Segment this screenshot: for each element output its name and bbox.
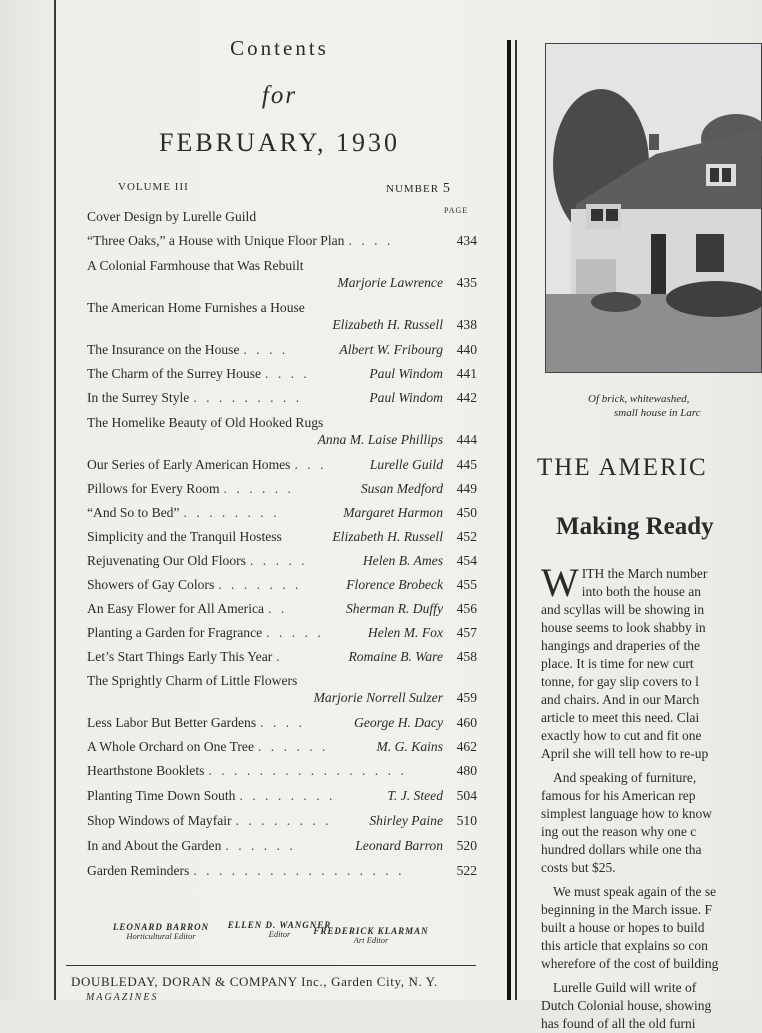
entry-page: 455	[456, 577, 477, 592]
number-value: 5	[442, 181, 451, 196]
contents-entry	[87, 504, 477, 521]
entry-title: Showers of Gay Colors	[87, 577, 215, 592]
article-line	[541, 709, 761, 727]
article-line	[541, 637, 761, 655]
contents-entry	[87, 738, 477, 755]
volume-label: VOLUME III	[118, 181, 189, 193]
for-heading: for	[261, 82, 298, 109]
entry-author: Leonard Barron	[355, 838, 443, 853]
article-line	[541, 841, 761, 859]
entry-author: Romaine B. Ware	[348, 649, 443, 664]
article-line	[541, 955, 761, 973]
entry-author: Helen M. Fox	[367, 625, 443, 640]
entry-title: Pillows for Every Room	[87, 481, 220, 496]
article-line-text: famous for his American rep	[541, 788, 696, 803]
article-line-text: ITH the March number	[581, 566, 708, 581]
article-line-text: this article that explains so con	[541, 938, 708, 953]
entry-author: Marjorie Norrell Sulzer	[313, 690, 443, 705]
entry-page: 457	[456, 625, 477, 640]
entry-author: M. G. Kains	[376, 739, 443, 754]
entry-page: 440	[456, 342, 477, 357]
contents-entry	[87, 480, 477, 497]
article-line	[541, 619, 761, 637]
entry-title: Our Series of Early American Homes	[87, 457, 291, 472]
article-line	[541, 805, 761, 823]
article-line	[541, 727, 761, 745]
drop-cap: W	[541, 560, 579, 605]
article-line-text: hundred dollars while one tha	[541, 842, 702, 857]
article-body	[541, 560, 761, 1031]
house-illustration	[546, 44, 761, 372]
entry-author: Elizabeth H. Russell	[332, 529, 443, 544]
article-line-text: built a house or hopes to build	[541, 920, 705, 935]
entry-leader-dots: . . . . . . . . . . . . . . . .	[208, 763, 407, 778]
contents-entry	[87, 600, 477, 617]
article-line-text: hangings and draperies of the	[541, 638, 700, 653]
entry-page: 520	[456, 838, 477, 853]
article-line	[541, 745, 761, 763]
entry-title: In and About the Garden	[87, 838, 222, 853]
entry-author: Sherman R. Duffy	[345, 601, 443, 616]
article-line-text: house seems to look shabby in	[541, 620, 706, 635]
entry-leader-dots: . . .	[294, 457, 327, 472]
article-line-text: And speaking of furniture,	[553, 770, 697, 785]
entry-page: 510	[456, 813, 477, 828]
entry-leader-dots: . . . .	[265, 366, 310, 381]
entry-title: Hearthstone Booklets	[87, 763, 205, 778]
entry-title: The Insurance on the House	[87, 342, 240, 357]
entry-title: Cover Design by Lurelle Guild	[87, 209, 257, 224]
contents-entry	[87, 456, 477, 473]
entry-page: 450	[456, 505, 477, 520]
article-line-text: Dutch Colonial house, showing	[541, 998, 712, 1013]
contents-entry	[87, 299, 477, 333]
contents-entry	[87, 552, 477, 569]
entry-leader-dots: . . . . .	[266, 625, 324, 640]
entry-leader-dots: . . . . . . . . .	[193, 390, 303, 405]
article-line	[541, 1015, 761, 1033]
entry-leader-dots: . . . . . . .	[218, 577, 302, 592]
contents-entry	[87, 812, 477, 829]
contents-entry	[87, 208, 477, 225]
entry-page: 438	[456, 317, 477, 332]
entry-page: 456	[456, 601, 477, 616]
entry-page: 435	[456, 275, 477, 290]
entry-page: 449	[456, 481, 477, 496]
entry-leader-dots: . . . . . . . .	[183, 505, 280, 520]
article-line-text: tonne, for gay slip covers to l	[541, 674, 699, 689]
entry-page: 454	[456, 553, 477, 568]
entry-title: Simplicity and the Tranquil Hostess	[87, 529, 282, 544]
article-line	[541, 601, 761, 619]
contents-entry	[87, 837, 477, 854]
article-line	[541, 673, 761, 691]
entry-leader-dots: . . . . . . . .	[235, 813, 332, 828]
entry-leader-dots: .	[276, 649, 283, 664]
publisher-line-2: MAGAZINES	[86, 992, 159, 1003]
article-line	[541, 787, 761, 805]
entry-title: A Whole Orchard on One Tree	[87, 739, 254, 754]
entry-title: Less Labor But Better Gardens	[87, 715, 257, 730]
contents-entry	[87, 624, 477, 641]
entry-title: The Sprightly Charm of Little Flowers	[87, 673, 298, 688]
entry-leader-dots: . . . . .	[249, 553, 308, 568]
article-line	[541, 769, 761, 787]
contents-entry	[87, 714, 477, 731]
article-line	[541, 979, 761, 997]
entry-author: T. J. Steed	[387, 788, 443, 803]
art-editor-name: FREDERICK KLARMAN	[313, 926, 429, 936]
entry-leader-dots: . . . . . . . .	[239, 788, 336, 803]
contents-entry	[87, 365, 477, 382]
entry-author: Shirley Paine	[369, 813, 443, 828]
entry-leader-dots: . . . . . .	[258, 739, 329, 754]
contents-entry	[87, 672, 477, 706]
entry-leader-dots: . . . . . . . . . . . . . . . . .	[193, 863, 405, 878]
entry-title: An Easy Flower for All America	[87, 601, 265, 616]
article-line-text: exactly how to cut and fit one	[541, 728, 702, 743]
publisher-rule	[66, 965, 476, 966]
contents-entry	[87, 232, 477, 249]
contents-heading: Contents	[230, 36, 329, 60]
entry-author: Lurelle Guild	[369, 457, 443, 472]
entry-author: Anna M. Laise Phillips	[317, 432, 443, 447]
entry-page: 504	[456, 788, 477, 803]
entry-title: The Charm of the Surrey House	[87, 366, 262, 381]
article-line-text: into both the house an	[581, 584, 701, 599]
entry-title: The American Home Furnishes a House	[87, 300, 305, 315]
article-line	[541, 997, 761, 1015]
art-editor-credit	[296, 926, 446, 945]
article-line-text: has found of all the old furni	[541, 1016, 696, 1031]
entry-author: George H. Dacy	[354, 715, 443, 730]
entry-title: A Colonial Farmhouse that Was Rebuilt	[87, 258, 304, 273]
horticultural-editor-credit	[96, 922, 226, 941]
contents-entry	[87, 528, 477, 545]
entry-leader-dots: . . . .	[243, 342, 289, 357]
entry-title: Shop Windows of Mayfair	[87, 813, 232, 828]
entry-author: Helen B. Ames	[362, 553, 443, 568]
entry-title: “Three Oaks,” a House with Unique Floor Plan	[87, 233, 345, 248]
hort-editor-role: Horticultural Editor	[126, 931, 196, 941]
article-line-text: place. It is time for new curt	[541, 656, 694, 671]
entry-leader-dots: . .	[268, 601, 288, 616]
article-line-text: and chairs. And in our March	[541, 692, 700, 707]
entry-title: “And So to Bed”	[87, 505, 180, 520]
entry-page: 459	[456, 690, 477, 705]
caption-line-1: Of brick, whitewashed,	[588, 393, 690, 405]
article-title: Making Ready	[556, 513, 714, 540]
caption-line-2: small house in Larc	[614, 407, 701, 419]
entry-page: 522	[456, 863, 477, 878]
entry-page: 458	[456, 649, 477, 664]
article-line-text: simplest language how to know	[541, 806, 712, 821]
photo-caption	[588, 392, 758, 420]
article-line-text: beginning in the March issue. F	[541, 902, 712, 917]
number-label: NUMBER 5	[386, 181, 451, 196]
column-divider	[507, 40, 511, 1000]
contents-entry	[87, 787, 477, 804]
entry-author: Florence Brobeck	[346, 577, 443, 592]
article-line-text: article to meet this need. Clai	[541, 710, 700, 725]
entry-page: 434	[456, 233, 477, 248]
entry-leader-dots: . . . . . .	[223, 481, 294, 496]
contents-entry	[87, 576, 477, 593]
entry-page: 460	[456, 715, 477, 730]
entry-leader-dots: . . . . . .	[225, 838, 296, 853]
article-line	[541, 859, 761, 877]
article-line-text: We must speak again of the se	[553, 884, 717, 899]
article-line-text: April she will tell how to re-up	[541, 746, 709, 761]
entry-title: The Homelike Beauty of Old Hooked Rugs	[87, 415, 324, 430]
article-line-text: ing out the reason why one c	[541, 824, 697, 839]
entry-author: Marjorie Lawrence	[337, 275, 443, 290]
entry-author: Elizabeth H. Russell	[332, 317, 443, 332]
article-line	[541, 823, 761, 841]
entry-title: Planting Time Down South	[87, 788, 236, 803]
article-line	[541, 691, 761, 709]
contents-entry	[87, 862, 477, 879]
contents-entry	[87, 341, 477, 358]
contents-entry	[87, 389, 477, 406]
entry-author: Paul Windom	[369, 366, 443, 381]
entry-page: 445	[456, 457, 477, 472]
contents-column	[54, 0, 503, 1003]
article-line-text: wherefore of the cost of building	[541, 956, 719, 971]
article-line-text: and scyllas will be showing in	[541, 602, 705, 617]
entry-page: 442	[456, 390, 477, 405]
entry-leader-dots: . . . .	[260, 715, 305, 730]
editor-name: ELLEN D. WANGNER	[227, 920, 332, 930]
publisher-line: DOUBLEDAY, DORAN & COMPANY Inc., Garden City, N. Y.	[71, 974, 438, 989]
article-line	[541, 901, 761, 919]
entry-page: 452	[456, 529, 477, 544]
entry-title: Garden Reminders	[87, 863, 190, 878]
entry-page: 480	[456, 763, 477, 778]
article-line	[541, 883, 761, 901]
article-line	[541, 655, 761, 673]
contents-entry	[87, 648, 477, 665]
art-editor-role: Art Editor	[353, 935, 389, 945]
entry-page: 462	[456, 739, 477, 754]
entry-author: Susan Medford	[360, 481, 443, 496]
article-line	[541, 937, 761, 955]
contents-list	[87, 208, 477, 879]
entry-title: Planting a Garden for Fragrance	[87, 625, 263, 640]
issue-date: FEBRUARY, 1930	[159, 128, 400, 157]
article-line	[541, 919, 761, 937]
entry-title: Let’s Start Things Early This Year	[87, 649, 273, 664]
article-masthead: THE AMERIC	[537, 454, 708, 481]
contents-entry	[87, 414, 477, 448]
hort-editor-name: LEONARD BARRON	[112, 922, 210, 932]
contents-entry	[87, 257, 477, 291]
entry-leader-dots: . . . .	[348, 233, 394, 248]
entry-author: Paul Windom	[369, 390, 443, 405]
entry-page: 444	[456, 432, 477, 447]
column-divider-thin	[515, 40, 517, 1000]
editor-role: Editor	[268, 929, 291, 939]
entry-page: 441	[456, 366, 477, 381]
entry-title: Rejuvenating Our Old Floors	[87, 553, 246, 568]
entry-author: Albert W. Fribourg	[339, 342, 443, 357]
entry-title: In the Surrey Style	[87, 390, 190, 405]
entry-author: Margaret Harmon	[343, 505, 443, 520]
article-line-text: costs but $25.	[541, 860, 616, 875]
house-photo	[545, 43, 762, 373]
page-column-label: PAGE	[444, 206, 469, 215]
article-line-text: Lurelle Guild will write of	[553, 980, 697, 995]
contents-entry	[87, 762, 477, 779]
